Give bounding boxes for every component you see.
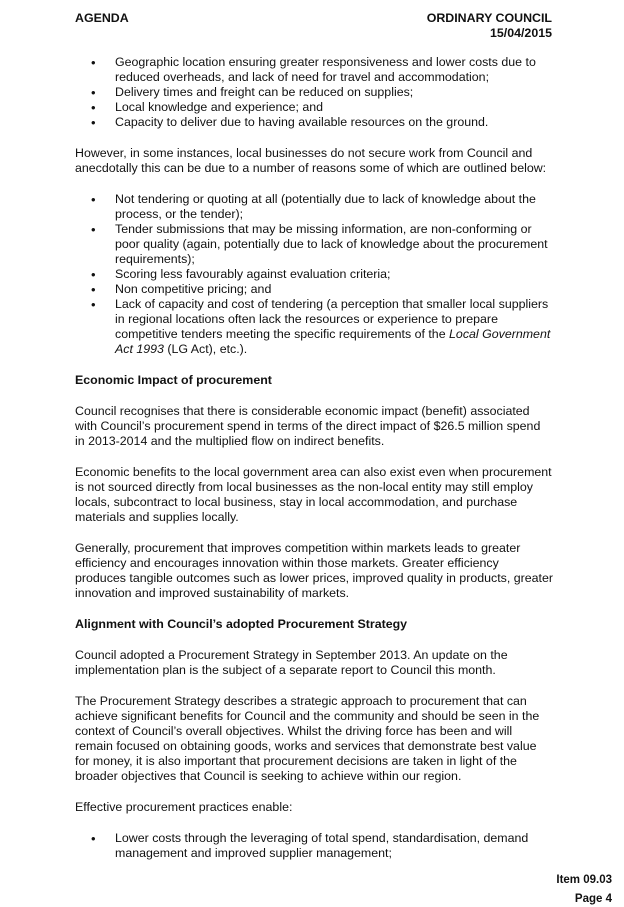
list-item-text: Lack of capacity and cost of tendering (a perception that smaller local suppliers in regional locations often lack the resources or experience to prepare competitive tenders meeting the specific requirements of the	[115, 297, 549, 341]
list-item: • Scoring less favourably against evaluation criteria;	[75, 267, 553, 282]
bullet-list-reasons	[75, 192, 553, 357]
heading-economic-impact: Economic Impact of procurement	[75, 373, 272, 387]
list-item: • Capacity to deliver due to having available resources on the ground.	[75, 115, 553, 130]
list-item: • Non competitive pricing; and	[75, 282, 553, 297]
paragraph-however: However, in some instances, local businesses do not secure work from Council and anecdotally this can be due to a number of reasons some of which are outlined below:	[75, 146, 547, 175]
header-meeting-date: 15/04/2015	[489, 26, 552, 40]
list-item: • Delivery times and freight can be reduced on supplies;	[75, 85, 553, 100]
paragraph-alignment-2: The Procurement Strategy describes a strategic approach to procurement that can achieve significant benefits for Council and the community and should be seen in the context of Council’s overall objectives. Whilst the driving force has been and will remain focused on obtaining goods, works and services that demonstrate best value for money, it is also important that procurement decisions are taken in light of the broader objectives that Council is seeking to achieve within our region.	[75, 694, 540, 783]
list-item: • Not tendering or quoting at all (potentially due to lack of knowledge about the process, or the tender);	[75, 192, 553, 222]
paragraph-alignment-1: Council adopted a Procurement Strategy in September 2013. An update on the implementation plan is the subject of a separate report to Council this month.	[75, 648, 508, 677]
bullet-list-enable	[75, 831, 553, 861]
header-meeting-title: ORDINARY COUNCIL	[426, 11, 552, 25]
list-item-text-end: (LG Act), etc.).	[163, 342, 248, 356]
footer-page-number: Page 4	[574, 893, 612, 905]
paragraph-economic-2: Economic benefits to the local government area can also exist even when procurement is not sourced directly from local businesses as the non-local entity may still employ locals, subcontract to local business, stay in local accommodation, and purchase materials and supplies locally.	[75, 465, 552, 524]
paragraph-economic-3: Generally, procurement that improves competition within markets leads to greater efficiency and encourages innovation within those markets. Greater efficiency produces tangible outcomes such as lower prices, improved quality in products, greater innovation and improved sustainability of markets.	[75, 541, 553, 600]
header-agenda: AGENDA	[75, 11, 129, 25]
list-item: • Tender submissions that may be missing information, are non-conforming or poor quality (again, potentially due to lack of knowledge about the procurement requirements);	[75, 222, 553, 267]
paragraph-economic-1: Council recognises that there is considerable economic impact (benefit) associated with Council’s procurement spend in terms of the direct impact of $26.5 million spend in 2013-2014 and the multiplied flow on indirect benefits.	[75, 404, 541, 448]
bullet-list-benefits	[75, 55, 553, 130]
act-title: Local Government Act 1993	[115, 327, 551, 356]
list-item: • Geographic location ensuring greater responsiveness and lower costs due to reduced overheads, and lack of need for travel and accommodation;	[75, 55, 553, 85]
header-meeting	[427, 11, 552, 41]
list-item: • Lower costs through the leveraging of total spend, standardisation, demand management and improved supplier management;	[75, 831, 553, 861]
document-body	[75, 55, 553, 861]
list-item	[75, 297, 553, 357]
paragraph-effective: Effective procurement practices enable:	[75, 800, 293, 814]
footer-item-number: Item 09.03	[556, 874, 612, 886]
heading-alignment: Alignment with Council’s adopted Procurement Strategy	[75, 617, 408, 631]
list-item: • Local knowledge and experience; and	[75, 100, 553, 115]
